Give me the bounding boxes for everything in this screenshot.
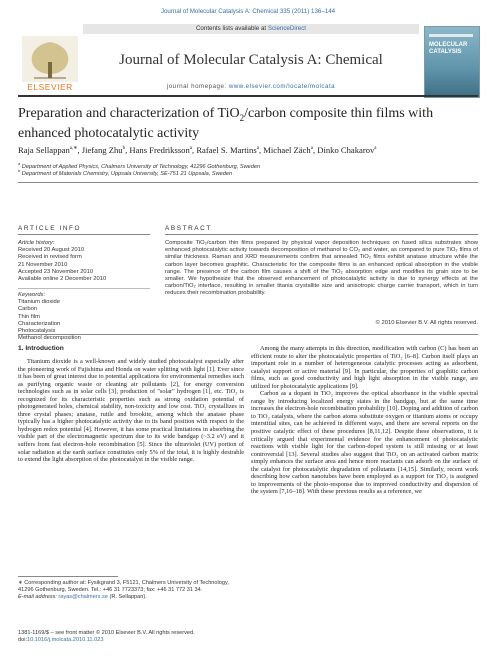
left-column — [18, 358, 244, 464]
author[interactable]: Michael Zäch$^a$ — [263, 145, 313, 155]
keywords-label: Keywords: — [18, 292, 46, 298]
divider — [18, 182, 478, 183]
email-suffix: (R. Sellappan). — [107, 594, 147, 600]
title-subscript: 2 — [239, 112, 245, 123]
keyword: Methanol decomposition — [18, 335, 81, 342]
history-item: Received in revised form — [18, 254, 82, 261]
author[interactable]: Jiefang Zhu$^b$ — [81, 145, 126, 155]
email-label: E-mail address: — [18, 594, 59, 600]
history-item: Available online 2 December 2010 — [18, 276, 107, 283]
doi-link[interactable]: 10.1016/j.molcata.2010.11.023 — [27, 637, 104, 643]
header-divider — [18, 95, 478, 97]
title-part-2: /carbon composite thin films with enhanced photocatalytic activity — [18, 106, 434, 141]
author[interactable]: Raja Sellappan$^{a,∗}$ — [18, 145, 78, 155]
keyword: Characterization — [18, 320, 61, 327]
keyword: Thin film — [18, 313, 40, 320]
elsevier-logo[interactable] — [20, 36, 80, 96]
paper-title — [18, 106, 478, 142]
abstract-text: Composite TiO₂/carbon thin films prepared by physical vapor deposition techniques on fused silica substrates show enhanced photocatalytic activity towards decomposition of methanol to CO₂ and water, as compared to pure TiO₂ films of similar thickness. Raman and XRD measurements confirm that annealed TiO₂ films exhibit anatase structure while the carbon layer becomes graphitic. Characteristic for the composite films is an enhanced optical absorption in the visible range. The presence of the carbon film causes a shift of the TiO₂ absorption edge and modifies its grain size to be smaller. We hypothesize that the observed enhancement of photocatalytic activity is due to synergy effects at the carbon/TiO₂ interface, resulting in smaller titania crystallite size and anisotropic charge carrier transport, which in turn reduces their recombination probability. — [165, 240, 478, 297]
journal-reference[interactable]: Journal of Molecular Catalysis A: Chemical 335 (2011) 136–144 — [160, 8, 336, 15]
contents-prefix: Contents lists available at — [195, 25, 268, 32]
paragraph: Carbon as a dopant in TiO₂ improves the optical absorbance in the visible spectral range by introducing localized energy states in the bandgap, but at the same time increases the electron-hole recombination probability [10]. Doping and addition of carbon to TiO₂ catalysts, where the carbon atoms substitute oxygen or titanium atoms or occupy interstitial sites, can be achieved in different ways, and there are several reports on the positive catalytic effect of these procedures [8,11,12]. Despite these observations, it is critically argued that experimental evidence for the enhancement of photocatalytic reactions with visible light for the carbon-doped system is still missing or at least controversial [13]. Several studies also suggest that TiO₂ on an activated carbon matrix simply enhances the surface area and hence more reactants can adsorb on the surface of the catalyst for photocatalytic degradation of pollutants [14,15]. Similarly, recent work describing how carbon nanotubes have been employed as a support for TiO₂ is assigned to improvements of the photo-response due to improved conductivity and dispersion of the system [7,16–18]. With these previous results as a reference, we — [251, 390, 478, 496]
email-line — [18, 594, 244, 601]
sciencedirect-link[interactable]: ScienceDirect — [267, 25, 307, 32]
abstract-heading: ABSTRACT — [165, 225, 212, 232]
cover-band — [429, 34, 473, 37]
footnote — [18, 580, 244, 601]
affiliation: $^a$ Department of Applied Physics, Chalmers University of Technology, 41296 Gothenburg, Sweden — [18, 161, 261, 170]
affiliation: $^b$ Department of Materials Chemistry, Uppsala University, SE-751 21 Uppsala, Sweden — [18, 168, 233, 177]
history-item: Received 20 August 2010 — [18, 247, 85, 254]
contents-line — [83, 25, 419, 32]
doi-line — [18, 637, 244, 644]
article-info-heading: ARTICLE INFO — [18, 225, 82, 232]
journal-title: Journal of Molecular Catalysis A: Chemical — [119, 52, 383, 68]
history-item: 21 November 2010 — [18, 261, 68, 268]
keyword: Carbon — [18, 306, 38, 313]
title-part-1: Preparation and characterization of TiO — [18, 106, 240, 121]
right-column — [251, 345, 478, 496]
homepage-prefix: journal homepage: — [166, 83, 229, 90]
cover-title: MOLECULAR CATALYSIS — [429, 42, 468, 55]
issn-line: 1381-1169/$ – see front matter © 2010 Elsevier B.V. All rights reserved. — [18, 630, 195, 636]
article-history — [18, 240, 150, 283]
section-heading: 1. Introduction — [18, 345, 64, 352]
journal-cover-thumbnail[interactable] — [424, 26, 480, 98]
history-item: Accepted 23 November 2010 — [18, 268, 94, 275]
author-list: Raja Sellappan$^{a,∗}$, Jiefang Zhu$^b$, Hans Fredriksson$^a$, Rafael S. Martins$^a$, Michael Zäch$^a$, Dinko Chakarov$^a$ — [18, 145, 377, 155]
issn-block — [18, 630, 244, 644]
author[interactable]: Hans Fredriksson$^a$ — [129, 145, 193, 155]
elsevier-wordmark: ELSEVIER — [27, 82, 73, 92]
homepage-link[interactable]: www.elsevier.com/locate/molcata — [228, 83, 336, 90]
history-label: Article history: — [18, 240, 55, 246]
paragraph: Among the many attempts in this direction, modification with carbon (C) has been an efficient route to alter the photocatalytic properties of TiO₂ [6–8]. Carbon itself plays an important role in a number of heterogeneous catalytic processes acting as adsorbent, catalyst support or active material [9]. In particular, the properties of graphitic carbon films, such as good conductivity and high light absorption in the visible range, are utilized for photocatalytic applications [9]. — [251, 345, 478, 390]
journal-homepage — [83, 83, 419, 90]
keyword: Titanium dioxide — [18, 299, 60, 306]
keyword: Photocatalysis — [18, 328, 56, 335]
author[interactable]: Rafael S. Martins$^a$ — [196, 145, 259, 155]
corresponding-author: ∗ Corresponding author at: Fysikgrand 3, F5121, Chalmers University of Technology, 41296 Gothenburg, Sweden. Tel.: +46 31 7723373; fax: +46 31 772 31 34. — [18, 580, 229, 593]
info-inner-divider — [18, 288, 150, 289]
abstract-divider — [165, 234, 478, 235]
paragraph: Titanium dioxide is a well-known and widely studied photocatalyst especially after the pioneering work of Fujishima and Honda on water splitting with light [1]. Ever since it has been of great interest due to potential applications for environmental remedies such as purifying organic waste or cleaning air pollutants [2], for energy conversion technologies such as in solar cells [3], production of "solar" hydrogen [1], etc. TiO₂ is recognized for its characteristic properties such as strong oxidation potential of photogenerated holes, chemical stability, non-toxicity and low cost. TiO₂ crystallizes in three crystal phases; anatase, rutile and brookite, among which the anatase phase typically has a higher photocatalytic activity due to its band position with respect to the hydrogen redox potential [4]. However, it has some practical limitations in absorbing the visible part of the electromagnetic spectrum due to its wide bandgap (~3.2 eV) and it suffers from fast electron-hole recombination [5]. Since the ultraviolet (UV) portion of solar radiation at the earth surface constitutes only 5% of the total, it is highly desirable to extend the light absorption of the photocatalyst in the visible range. — [18, 358, 244, 464]
email-link[interactable]: rayas@chalmers.se — [58, 594, 108, 600]
footnote-divider — [18, 576, 118, 577]
copyright: © 2010 Elsevier B.V. All rights reserved. — [375, 320, 478, 326]
divider — [18, 334, 478, 335]
author[interactable]: Dinko Chakarov$^a$ — [317, 145, 377, 155]
info-divider — [18, 234, 150, 235]
doi-prefix: doi: — [18, 637, 28, 643]
